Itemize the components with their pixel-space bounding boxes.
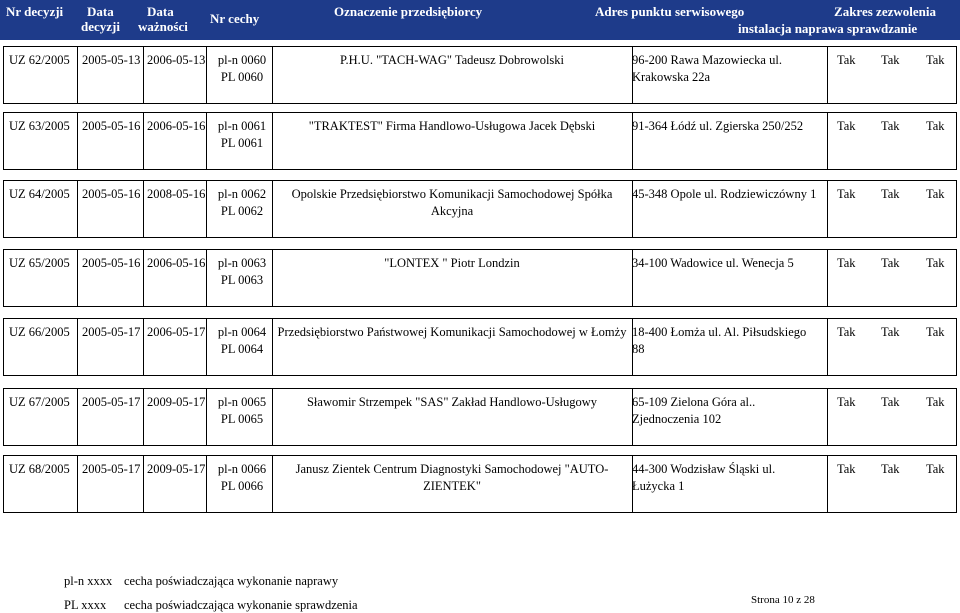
table-header — [0, 0, 960, 40]
cell-data-decyzji: 2005-05-17 — [82, 462, 141, 476]
cell-nr-decyzji: UZ 66/2005 — [9, 325, 70, 339]
cell-adres-line2: 88 — [632, 342, 645, 356]
cell-adres-line1: 45-348 Opole ul. Rodziewiczówny 1 — [632, 187, 817, 201]
cell-nr-decyzji: UZ 65/2005 — [9, 256, 70, 270]
cell-data-decyzji: 2005-05-16 — [82, 187, 141, 201]
table-row — [3, 112, 957, 170]
cell-adres — [632, 118, 827, 135]
cell-adres-line1: 96-200 Rawa Mazowiecka ul. — [632, 53, 782, 67]
column-divider — [143, 456, 144, 512]
legend-text-2: cecha poświadczająca wykonanie sprawdzenia — [124, 598, 358, 612]
table-row — [3, 318, 957, 376]
table-row — [3, 46, 957, 104]
cell-nr-decyzji: UZ 68/2005 — [9, 462, 70, 476]
cell-adres-line1: 65-109 Zielona Góra al.. — [632, 395, 756, 409]
cell-nr-cechy-sprawdzenie: PL 0064 — [220, 342, 264, 356]
cell-oznaczenie: P.H.U. "TACH-WAG" Tadeusz Dobrowolski — [339, 53, 565, 67]
cell-naprawa: Tak — [881, 53, 900, 67]
cell-nr-cechy — [211, 52, 273, 86]
cell-instalacja: Tak — [837, 325, 856, 339]
cell-data-waznosci: 2009-05-17 — [147, 462, 206, 476]
cell-data-waznosci: 2006-05-16 — [147, 119, 206, 133]
cell-oznaczenie: Sławomir Strzempek "SAS" Zakład Handlowo-Usługowy — [306, 395, 598, 409]
cell-adres — [632, 394, 827, 428]
table-row — [3, 249, 957, 307]
legend-code-2: PL xxxx — [64, 598, 107, 612]
column-divider — [143, 181, 144, 237]
cell-data-waznosci: 2006-05-13 — [147, 53, 206, 67]
column-divider — [206, 389, 207, 445]
cell-nr-cechy-naprawa: pl-n 0062 — [217, 187, 267, 201]
cell-adres-line1: 34-100 Wadowice ul. Wenecja 5 — [632, 256, 794, 270]
col-oznaczenie: Oznaczenie przedsiębiorcy — [334, 4, 483, 19]
column-divider — [827, 113, 828, 169]
column-divider — [827, 47, 828, 103]
cell-sprawdzanie: Tak — [926, 325, 945, 339]
cell-naprawa: Tak — [881, 325, 900, 339]
cell-nr-cechy-naprawa: pl-n 0060 — [217, 53, 267, 67]
column-divider — [827, 319, 828, 375]
cell-nr-cechy-naprawa: pl-n 0063 — [217, 256, 267, 270]
cell-adres — [632, 186, 827, 203]
cell-data-decyzji: 2005-05-13 — [82, 53, 141, 67]
page-number: Strona 10 z 28 — [751, 594, 815, 606]
cell-nr-decyzji: UZ 63/2005 — [9, 119, 70, 133]
cell-adres — [632, 52, 827, 86]
column-divider — [206, 113, 207, 169]
cell-instalacja: Tak — [837, 256, 856, 270]
cell-nr-cechy — [211, 255, 273, 289]
cell-adres — [632, 324, 827, 358]
cell-adres-line2: Krakowska 22a — [632, 70, 711, 84]
cell-oznaczenie: "LONTEX " Piotr Londzin — [384, 256, 520, 270]
cell-instalacja: Tak — [837, 395, 856, 409]
cell-instalacja: Tak — [837, 119, 856, 133]
cell-naprawa: Tak — [881, 119, 900, 133]
cell-nr-decyzji: UZ 62/2005 — [9, 53, 70, 67]
column-divider — [827, 389, 828, 445]
column-divider — [143, 47, 144, 103]
cell-naprawa: Tak — [881, 256, 900, 270]
column-divider — [206, 456, 207, 512]
cell-adres-line2: Łużycka 1 — [632, 479, 685, 493]
cell-adres-line1: 18-400 Łomża ul. Al. Piłsudskiego — [632, 325, 807, 339]
cell-nr-cechy — [211, 461, 273, 495]
column-divider — [827, 250, 828, 306]
column-divider — [77, 319, 78, 375]
cell-nr-cechy-sprawdzenie: PL 0062 — [220, 204, 264, 218]
cell-naprawa: Tak — [881, 395, 900, 409]
cell-nr-cechy-naprawa: pl-n 0066 — [217, 462, 267, 476]
column-divider — [827, 456, 828, 512]
cell-nr-cechy-naprawa: pl-n 0065 — [217, 395, 267, 409]
table-row — [3, 180, 957, 238]
cell-naprawa: Tak — [881, 187, 900, 201]
col-data-waznosci-line1: Data — [147, 4, 174, 19]
column-divider — [77, 113, 78, 169]
col-data-decyzji-line1: Data — [87, 4, 114, 19]
column-divider — [77, 389, 78, 445]
col-adres: Adres punktu serwisowego — [595, 4, 745, 19]
column-divider — [77, 181, 78, 237]
cell-adres-line1: 44-300 Wodzisław Śląski ul. — [632, 462, 776, 476]
cell-adres-line2: Zjednoczenia 102 — [632, 412, 722, 426]
cell-nr-cechy-sprawdzenie: PL 0063 — [220, 273, 264, 287]
cell-nr-cechy-sprawdzenie: PL 0066 — [220, 479, 264, 493]
column-divider — [143, 389, 144, 445]
legend-code-1: pl-n xxxx — [64, 574, 113, 588]
cell-adres-line1: 91-364 Łódź ul. Zgierska 250/252 — [632, 119, 804, 133]
cell-data-decyzji: 2005-05-16 — [82, 256, 141, 270]
cell-adres — [632, 255, 827, 272]
col-data-decyzji-line2: decyzji — [81, 19, 120, 34]
cell-nr-cechy — [211, 186, 273, 220]
cell-nr-cechy-sprawdzenie: PL 0060 — [220, 70, 264, 84]
col-data-waznosci-line2: ważności — [138, 19, 188, 34]
cell-sprawdzanie: Tak — [926, 462, 945, 476]
cell-nr-decyzji: UZ 64/2005 — [9, 187, 70, 201]
column-divider — [143, 319, 144, 375]
cell-oznaczenie: "TRAKTEST" Firma Handlowo-Usługowa Jacek Dębski — [308, 119, 596, 133]
cell-oznaczenie: Przedsiębiorstwo Państwowej Komunikacji Samochodowej w Łomży — [277, 325, 627, 339]
cell-nr-cechy — [211, 118, 273, 152]
cell-instalacja: Tak — [837, 187, 856, 201]
legend-text-1: cecha poświadczająca wykonanie naprawy — [124, 574, 339, 588]
col-nr-cechy: Nr cechy — [210, 11, 260, 26]
cell-data-waznosci: 2006-05-17 — [147, 325, 206, 339]
cell-data-decyzji: 2005-05-17 — [82, 395, 141, 409]
cell-nr-cechy-naprawa: pl-n 0064 — [217, 325, 267, 339]
cell-data-waznosci: 2008-05-16 — [147, 187, 206, 201]
cell-oznaczenie: Opolskie Przedsiębiorstwo Komunikacji Samochodowej Spółka Akcyjna — [291, 187, 613, 218]
cell-data-decyzji: 2005-05-16 — [82, 119, 141, 133]
cell-sprawdzanie: Tak — [926, 53, 945, 67]
col-nr-decyzji: Nr decyzji — [6, 4, 64, 19]
cell-nr-cechy-naprawa: pl-n 0061 — [217, 119, 267, 133]
column-divider — [77, 456, 78, 512]
cell-sprawdzanie: Tak — [926, 256, 945, 270]
cell-naprawa: Tak — [881, 462, 900, 476]
cell-nr-cechy — [211, 394, 273, 428]
cell-sprawdzanie: Tak — [926, 395, 945, 409]
cell-instalacja: Tak — [837, 53, 856, 67]
column-divider — [827, 181, 828, 237]
table-row — [3, 455, 957, 513]
column-divider — [77, 47, 78, 103]
cell-nr-cechy-sprawdzenie: PL 0061 — [220, 136, 264, 150]
cell-data-waznosci: 2006-05-16 — [147, 256, 206, 270]
cell-sprawdzanie: Tak — [926, 119, 945, 133]
column-divider — [206, 250, 207, 306]
table-row — [3, 388, 957, 446]
cell-adres — [632, 461, 827, 495]
column-divider — [206, 47, 207, 103]
cell-data-decyzji: 2005-05-17 — [82, 325, 141, 339]
column-divider — [206, 181, 207, 237]
cell-oznaczenie: Janusz Zientek Centrum Diagnostyki Samochodowej "AUTO-ZIENTEK" — [295, 462, 609, 493]
cell-data-waznosci: 2009-05-17 — [147, 395, 206, 409]
column-divider — [143, 250, 144, 306]
col-zakres-line1: Zakres zezwolenia — [834, 4, 936, 19]
cell-instalacja: Tak — [837, 462, 856, 476]
column-divider — [143, 113, 144, 169]
cell-nr-cechy — [211, 324, 273, 358]
column-divider — [77, 250, 78, 306]
column-divider — [206, 319, 207, 375]
col-zakres-line2: instalacja naprawa sprawdzanie — [738, 21, 918, 36]
cell-nr-decyzji: UZ 67/2005 — [9, 395, 70, 409]
cell-nr-cechy-sprawdzenie: PL 0065 — [220, 412, 264, 426]
cell-sprawdzanie: Tak — [926, 187, 945, 201]
